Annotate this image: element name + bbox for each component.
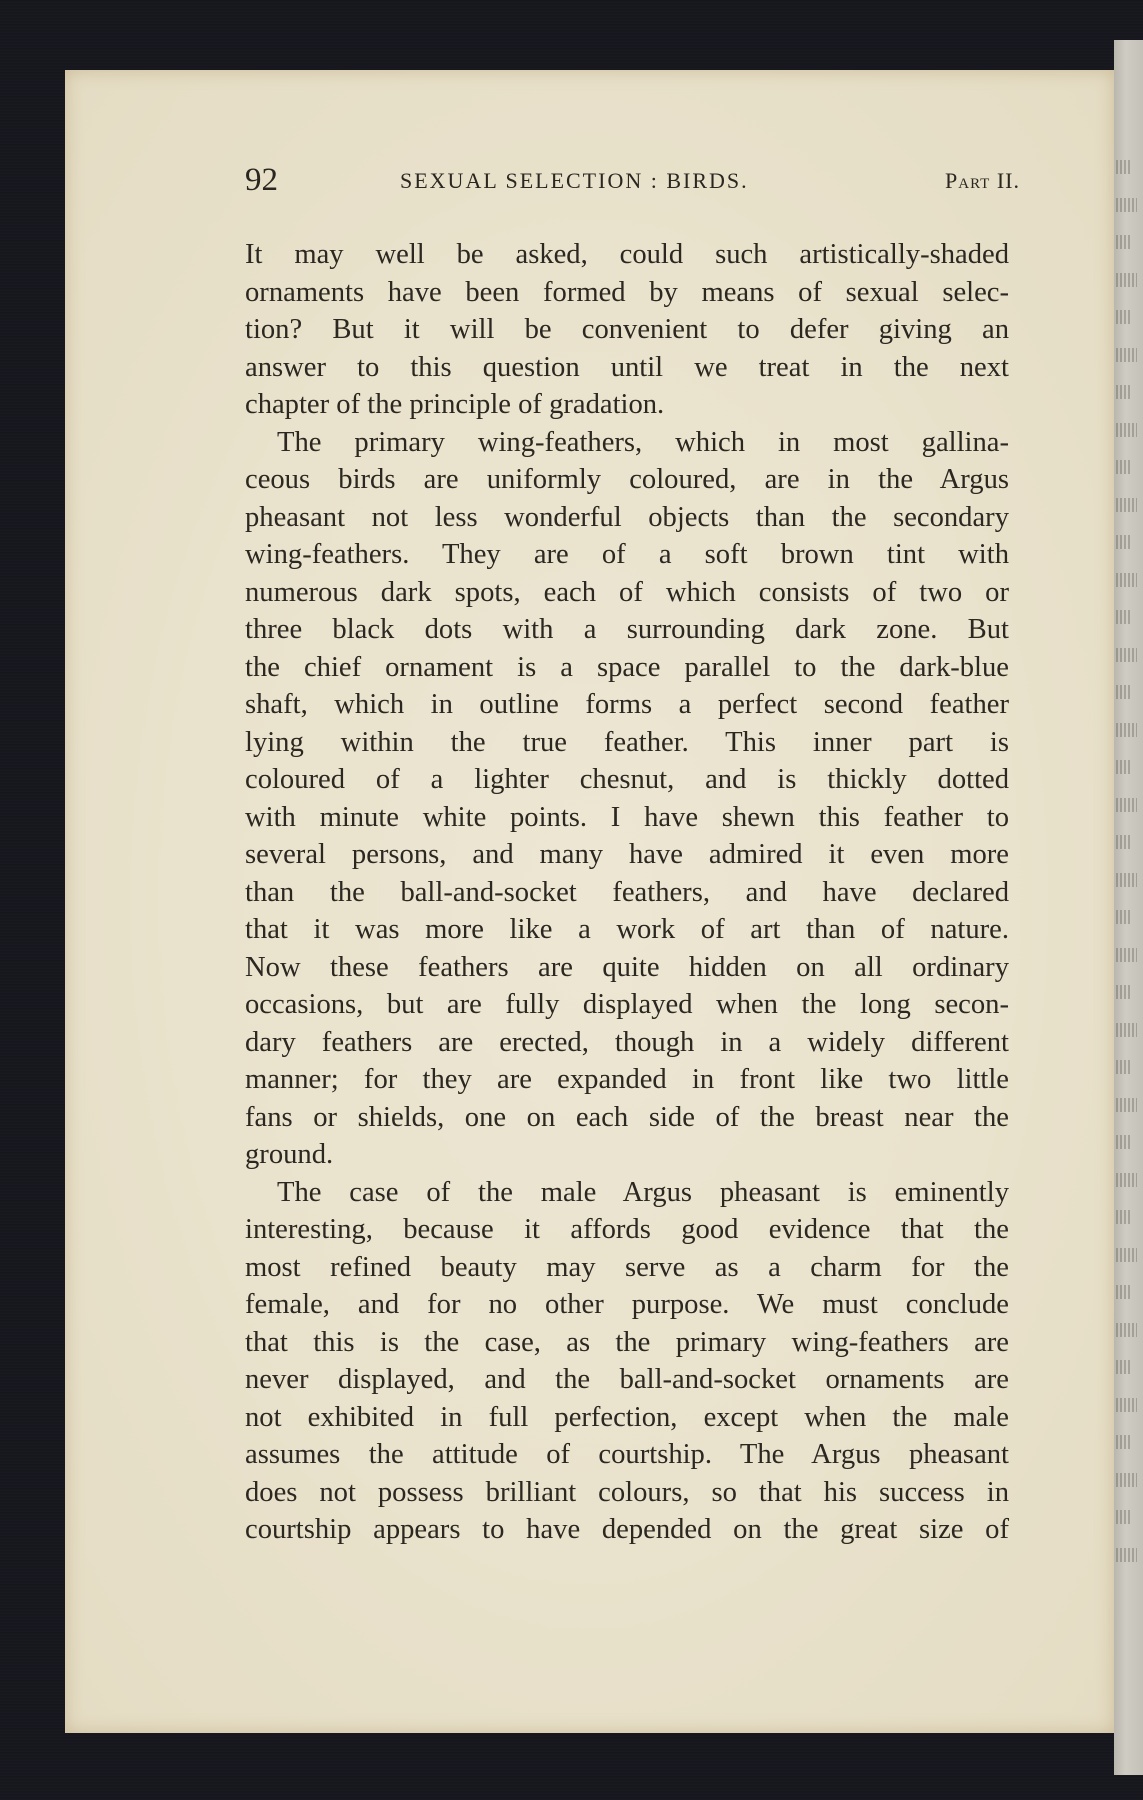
text-line: courtship appears to have depended on the great size of xyxy=(245,1514,1009,1545)
bleed-through-mark xyxy=(1116,1023,1137,1037)
bleed-through-mark xyxy=(1116,910,1130,924)
text-line: numerous dark spots, each of which consists of two or xyxy=(245,576,1009,608)
bleed-through-mark xyxy=(1116,160,1130,174)
bleed-through-mark xyxy=(1116,423,1137,437)
next-page-edge xyxy=(1114,40,1143,1775)
page-number: 92 xyxy=(245,162,278,198)
text-line: chapter of the principle of gradation. xyxy=(245,389,665,420)
text-line: female, and for no other purpose. We must conclude xyxy=(245,1289,1009,1320)
text-line: ceous birds are uniformly coloured, are in the Argus xyxy=(245,464,1009,495)
bleed-through-mark xyxy=(1116,1135,1130,1149)
text-line: It may well be asked, could such artistically-shaded xyxy=(245,239,1009,270)
bleed-through-mark xyxy=(1116,535,1130,549)
bleed-through-mark xyxy=(1116,1548,1137,1562)
bleed-through-mark xyxy=(1116,1098,1137,1112)
text-line: ornaments have been formed by means of sexual selec- xyxy=(245,276,1009,308)
text-line: ground. xyxy=(245,1139,334,1170)
bleed-through-mark xyxy=(1116,310,1130,324)
text-line: never displayed, and the ball-and-socket ornaments are xyxy=(245,1364,1009,1395)
text-line: with minute white points. I have shewn this feather to xyxy=(245,801,1009,833)
text-line: coloured of a lighter chesnut, and is thickly dotted xyxy=(245,764,1009,795)
paragraph xyxy=(245,424,1009,1174)
text-line: fans or shields, one on each side of the breast near the xyxy=(245,1101,1009,1133)
text-line: The case of the male Argus pheasant is eminently xyxy=(277,1176,1009,1208)
bleed-through-mark xyxy=(1116,685,1130,699)
bleed-through-mark xyxy=(1116,985,1130,999)
bleed-through-mark xyxy=(1116,273,1137,287)
bleed-through-mark xyxy=(1116,760,1130,774)
bleed-through-mark xyxy=(1116,198,1137,212)
text-line: answer to this question until we treat in the next xyxy=(245,351,1009,383)
chapter-title: SEXUAL SELECTION : BIRDS. xyxy=(400,168,749,193)
bleed-through-mark xyxy=(1116,1285,1130,1299)
bleed-through-mark xyxy=(1116,385,1130,399)
bleed-through-mark xyxy=(1116,460,1130,474)
bleed-through-mark xyxy=(1116,498,1137,512)
text-line: several persons, and many have admired it even more xyxy=(245,839,1009,870)
text-line: lying within the true feather. This inner part is xyxy=(245,726,1009,758)
text-line: The primary wing-feathers, which in most gallina- xyxy=(277,426,1009,458)
running-head xyxy=(245,162,1020,202)
bleed-through-mark xyxy=(1116,873,1137,887)
text-line: interesting, because it affords good evidence that the xyxy=(245,1214,1009,1245)
bleed-through-mark xyxy=(1116,348,1137,362)
text-line: does not possess brilliant colours, so that his success in xyxy=(245,1476,1009,1508)
text-line: assumes the attitude of courtship. The Argus pheasant xyxy=(245,1439,1009,1470)
bleed-through-mark xyxy=(1116,1360,1130,1374)
bleed-through-mark xyxy=(1116,1323,1137,1337)
text-line: that it was more like a work of art than of nature. xyxy=(245,914,1009,945)
bleed-through-mark xyxy=(1116,1060,1130,1074)
bleed-through-mark xyxy=(1116,1173,1137,1187)
text-line: the chief ornament is a space parallel to the dark-blue xyxy=(245,651,1009,683)
text-line: pheasant not less wonderful objects than the secondary xyxy=(245,501,1009,533)
bleed-through-mark xyxy=(1116,948,1137,962)
bleed-through-mark xyxy=(1116,1248,1137,1262)
text-line: tion? But it will be convenient to defer giving an xyxy=(245,314,1009,345)
text-line: occasions, but are fully displayed when the long secon- xyxy=(245,989,1009,1020)
bleed-through-mark xyxy=(1116,798,1137,812)
bleed-through-mark xyxy=(1116,1473,1137,1487)
bleed-through-mark xyxy=(1116,610,1130,624)
bleed-through-mark xyxy=(1116,1435,1130,1449)
paragraph xyxy=(245,236,1009,424)
bleed-through-mark xyxy=(1116,648,1137,662)
bleed-through-mark xyxy=(1116,1210,1130,1224)
text-line: Now these feathers are quite hidden on all ordinary xyxy=(245,951,1009,983)
text-line: dary feathers are erected, though in a widely different xyxy=(245,1026,1009,1058)
bleed-through-mark xyxy=(1116,573,1137,587)
bleed-through-mark xyxy=(1116,723,1137,737)
text-line: that this is the case, as the primary wing-feathers are xyxy=(245,1326,1009,1358)
text-line: wing-feathers. They are of a soft brown tint with xyxy=(245,539,1009,570)
paragraph xyxy=(245,1174,1009,1549)
text-line: not exhibited in full perfection, except when the male xyxy=(245,1401,1009,1433)
text-line: manner; for they are expanded in front like two little xyxy=(245,1064,1009,1095)
body-text xyxy=(245,236,1009,1549)
text-line: most refined beauty may serve as a charm for the xyxy=(245,1251,1009,1283)
bleed-through-mark xyxy=(1116,1398,1137,1412)
text-line: shaft, which in outline forms a perfect second feather xyxy=(245,689,1009,720)
bleed-through-mark xyxy=(1116,235,1130,249)
bleed-through-mark xyxy=(1116,835,1130,849)
bleed-through-mark xyxy=(1116,1510,1130,1524)
text-line: three black dots with a surrounding dark zone. But xyxy=(245,614,1009,645)
part-label: Part II. xyxy=(945,168,1020,193)
text-line: than the ball-and-socket feathers, and have declared xyxy=(245,876,1009,908)
